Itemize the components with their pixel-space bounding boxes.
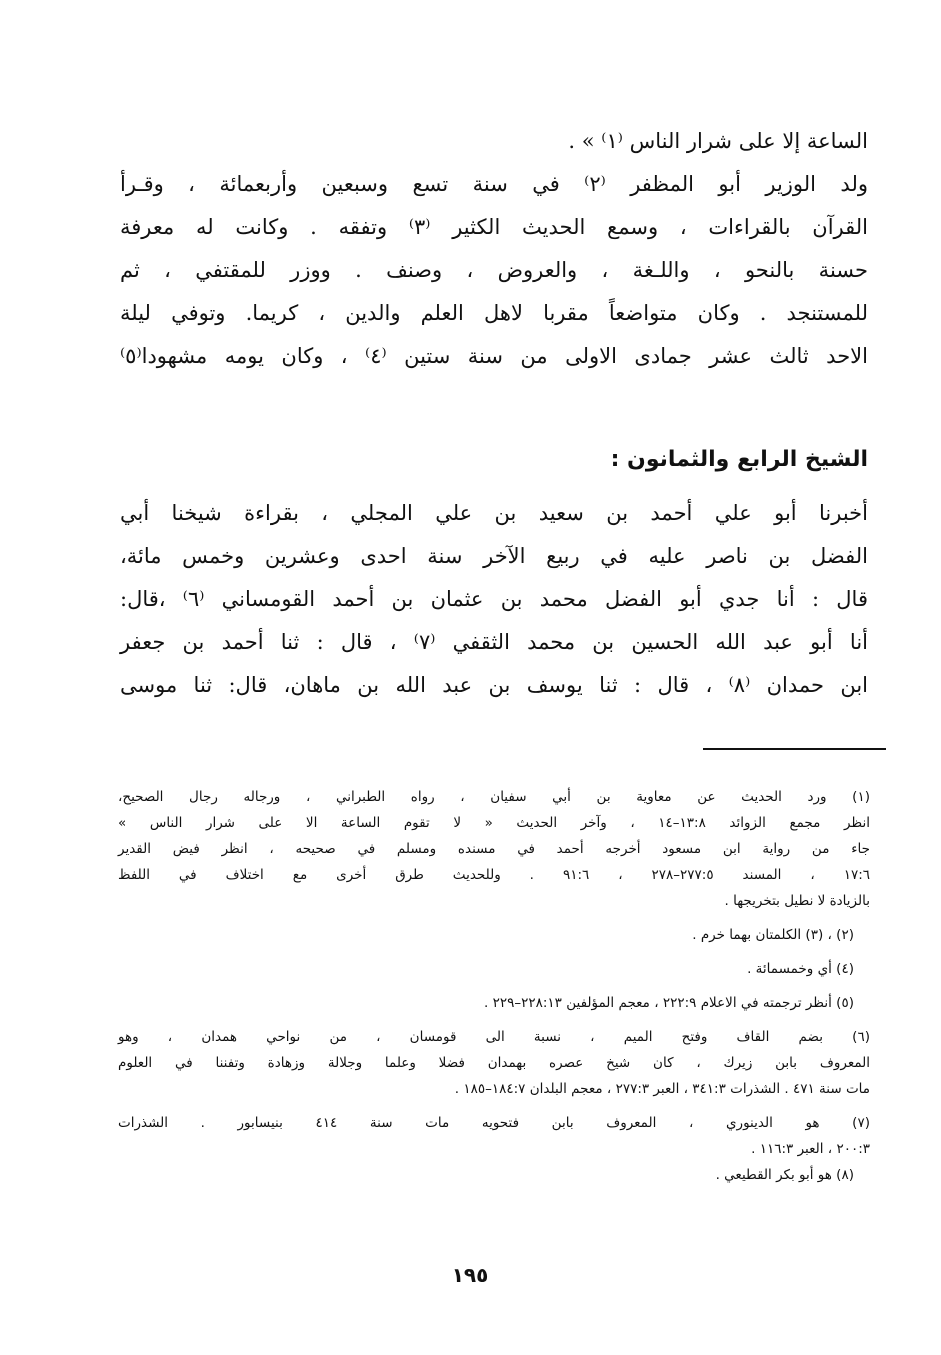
footnote-gap	[118, 948, 870, 956]
footnote-4: (٤) أي وخمسمائة .	[747, 961, 854, 977]
text-line: قال : أنا جدي أبو الفضل محمد بن عثمان بن أحمد القومساني ⁽٦⁾ ،قال:	[120, 587, 868, 611]
footnote-line: جاء من رواية ابن مسعود أخرجه أحمد في مسنده ومسلم في صحيحه ، انظر فيض القدير	[118, 841, 870, 857]
text-line: ولد الوزير أبو المظفر ⁽٢⁾ في سنة تسع وسبعين وأربعمائة ، وقـرأ	[120, 172, 868, 196]
text-line: أنا أبو عبد الله الحسين بن محمد الثقفي ⁽٧⁾ ، قال : ثنا أحمد بن جعفر	[120, 630, 868, 654]
footnote-2-3: (٢) ، (٣) الكلمتان بهما خرم .	[692, 927, 854, 943]
footnote-5: (٥) أنظر ترجمته في الاعلام ٢٢٢:٩ ، معجم المؤلفين ٢٢٨:١٣–٢٢٩ .	[484, 995, 854, 1011]
footnote-line: (٦) بضم القاف وفتح الميم ، نسبة الى قومسان ، من نواحي همدان ، وهو	[118, 1029, 870, 1045]
footnote-line: بالزيادة لا نطيل بتخريجها .	[724, 893, 870, 909]
main-text-section-2	[120, 492, 868, 707]
footnote-gap	[118, 914, 870, 922]
text-line: الاحد ثالث عشر جمادى الاولى من سنة ستين ⁽٤⁾ ، وكان يومه مشهودا⁽٥⁾	[120, 344, 868, 368]
footnote-line: (١) ورد الحديث عن معاوية بن أبي سفيان ، رواه الطبراني ، ورجاله رجال الصحيح،	[118, 789, 870, 805]
main-text-section-1	[120, 120, 868, 378]
footnote-7	[118, 1110, 870, 1162]
text-line: الفضل بن ناصر عليه في ربيع الآخر سنة احدى وعشرين وخمس مائة،	[120, 544, 868, 568]
page-number: ١٩٥	[451, 1263, 489, 1287]
text-line: للمستنجد . وكان متواضعاً مقربا لاهل العلم والدين ، كريما. وتوفي ليلة	[120, 301, 868, 325]
text-line: حسنة بالنحو ، واللـغة ، والعروض ، وصنف . ووزر للمقتفي ، ثم	[120, 258, 868, 282]
text-line: ابن حمدان ⁽٨⁾ ، قال : ثنا يوسف بن عبد الله بن ماهان، قال: ثنا موسى	[120, 673, 869, 697]
footnote-line: مات سنة ٤٧١ . الشذرات ٣٤١:٣ ، العبر ٢٧٧:٣ ، معجم البلدان ١٨٤:٧–١٨٥ .	[454, 1081, 870, 1097]
footnote-gap	[118, 982, 870, 990]
text-line: أخبرنا أبو علي أحمد بن سعيد بن علي المجلي ، بقراءة شيخنا أبي	[120, 501, 868, 525]
footnote-line: المعروف بابن زيرك ، كان شيخ عصره بهمدان فضلا وعلما وجلالة وزهادة وتفننا في العلوم	[118, 1055, 870, 1071]
text-line: الساعة إلا على شرار الناس ⁽١⁾ » .	[568, 129, 868, 153]
text-line: القرآن بالقراءات ، وسمع الحديث الكثير ⁽٣⁾ وتفقه . وكانت له معرفة	[120, 215, 868, 239]
footnote-line: (٧) هو الدينوري ، المعروف بابن فتحويه مات سنة ٤١٤ بنيسابور . الشذرات	[118, 1115, 870, 1131]
footnote-line: ٢٠٠:٣ ، العبر ١١٦:٣ .	[751, 1141, 870, 1157]
footnote-1	[118, 784, 870, 914]
footnote-line: انظر مجمع الزوائد ١٣:٨–١٤ ، وآخر الحديث « لا تقوم الساعة الا على شرار الناس »	[118, 815, 870, 831]
footnote-gap	[118, 1102, 870, 1110]
footnote-8: (٨) هو أبو بكر القطيعي .	[715, 1167, 854, 1183]
footnote-separator	[703, 748, 886, 750]
footnote-6	[118, 1024, 870, 1102]
footnotes	[118, 784, 870, 1188]
section-heading: الشيخ الرابع والثمانون :	[610, 447, 868, 472]
footnote-gap	[118, 1016, 870, 1024]
footnote-line: ١٧:٦ ، المسند ٢٧٧:٥–٢٧٨ ، ٩١:٦ . وللحديث طرق أخرى مع اختلاف في اللفظ	[118, 867, 870, 883]
